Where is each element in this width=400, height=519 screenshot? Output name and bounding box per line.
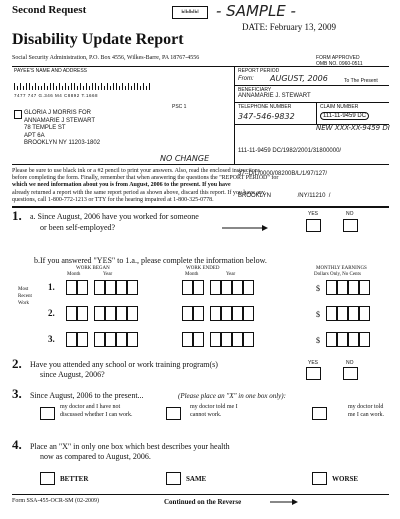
earnings-digit-box[interactable]	[337, 332, 348, 347]
q4-same-checkbox[interactable]	[166, 472, 181, 485]
ended-year-digit-box[interactable]	[232, 306, 243, 321]
q1-yes-label: YES	[308, 211, 319, 217]
dollar-sign: $	[316, 310, 320, 319]
began-year-digit-box[interactable]	[127, 306, 138, 321]
began-year-digit-box[interactable]	[94, 332, 105, 347]
work-row-number: 1.	[48, 282, 55, 292]
ended-month-digit-box[interactable]	[182, 332, 193, 347]
q3-option-1-checkbox[interactable]	[40, 407, 55, 420]
began-year-digit-box[interactable]	[116, 306, 127, 321]
ended-year-digit-box[interactable]	[243, 306, 254, 321]
question-1a-text-cont: or been self-employed?	[40, 223, 116, 232]
continued-reverse: Continued on the Reverse	[164, 498, 242, 506]
q3-option-3-label: my doctor told me I can work.	[348, 404, 384, 418]
began-year-digit-box[interactable]	[116, 280, 127, 295]
began-month-digit-box[interactable]	[66, 332, 77, 347]
earnings-digit-box[interactable]	[348, 280, 359, 295]
ended-year-digit-box[interactable]	[243, 280, 254, 295]
earnings-digit-box[interactable]	[337, 306, 348, 321]
no-change-note: NO CHANGE	[160, 154, 210, 163]
beneficiary-label: BENEFICIARY	[238, 87, 272, 93]
most-recent-work-label: Most Recent Work	[18, 287, 32, 306]
ended-year-digit-box[interactable]	[210, 306, 221, 321]
q2-yes-label: YES	[308, 360, 319, 366]
claim-number-label: CLAIM NUMBER	[320, 104, 359, 110]
ended-month-header: Month	[185, 272, 199, 277]
envelope-window-mark	[14, 110, 22, 119]
earnings-digit-box[interactable]	[359, 306, 370, 321]
ended-month-digit-box[interactable]	[193, 280, 204, 295]
q4-worse-label: WORSE	[332, 475, 359, 483]
earnings-digit-box[interactable]	[326, 332, 337, 347]
instruction-line: before completing the form. Finally, remember that when answering the questions the "REPORT PERIOD" for	[12, 175, 279, 182]
payee-address-line: BROOKLYN NY 11203-1802	[24, 140, 101, 146]
new-claim-number: NEW XXX-XX-9459 DI	[316, 124, 390, 132]
q3-option-2-label: my doctor told me I cannot work.	[190, 404, 238, 418]
ended-year-digit-box[interactable]	[221, 306, 232, 321]
question-2-text: Have you attended any school or work training program(s)	[30, 360, 218, 369]
ended-year-header: Year	[226, 272, 236, 277]
q3-option-1-label: my doctor and I have not discussed whether I can work.	[60, 404, 133, 418]
psc-code: PSC 1	[172, 104, 187, 110]
question-1-number: 1.	[12, 208, 22, 223]
payee-address-line: 78 TEMPLE ST	[24, 125, 66, 131]
ended-year-digit-box[interactable]	[232, 280, 243, 295]
from-value: AUGUST, 2006	[270, 74, 328, 83]
form-date: DATE: February 13, 2009	[242, 22, 336, 32]
claim-code-line: BROOKLYN /NY/11210 /	[238, 193, 331, 199]
ended-year-digit-box[interactable]	[221, 280, 232, 295]
work-row-number: 3.	[48, 334, 55, 344]
began-year-digit-box[interactable]	[127, 280, 138, 295]
second-request-label: Second Request	[12, 4, 87, 16]
began-year-digit-box[interactable]	[105, 332, 116, 347]
began-month-digit-box[interactable]	[66, 306, 77, 321]
arrow-right-icon	[270, 499, 298, 505]
claim-code-line: 111-11-9459 DC/1982/2001/31800000/	[238, 148, 342, 154]
reference-box: ыыыы	[172, 6, 208, 19]
payee-label: PAYEE'S NAME AND ADDRESS	[14, 68, 88, 74]
began-month-digit-box[interactable]	[77, 280, 88, 295]
question-4-number: 4.	[12, 437, 22, 452]
q2-no-checkbox[interactable]	[343, 367, 358, 380]
began-year-digit-box[interactable]	[105, 306, 116, 321]
claim-number-value: 111-11-9459 DC	[320, 112, 369, 120]
began-year-digit-box[interactable]	[116, 332, 127, 347]
earnings-digit-box[interactable]	[326, 280, 337, 295]
began-year-digit-box[interactable]	[105, 280, 116, 295]
ended-month-digit-box[interactable]	[182, 306, 193, 321]
q4-worse-checkbox[interactable]	[312, 472, 327, 485]
ended-month-digit-box[interactable]	[193, 306, 204, 321]
q1-no-label: NO	[346, 211, 354, 217]
instructions	[12, 168, 390, 204]
barcode-numbers: 7477 747 G.346 M4 C8892 T.1668	[14, 93, 98, 98]
question-3-text: Since August, 2006 to the present...	[30, 391, 144, 400]
ended-year-digit-box[interactable]	[243, 332, 254, 347]
postal-barcode	[14, 83, 164, 90]
instruction-line: questions, call 1-800-772-1213 or TTY for the hearing impaired at 1-800-325-0778.	[12, 196, 214, 203]
question-2-number: 2.	[12, 356, 22, 371]
payee-address-line: ANNAMARIE J STEWART	[24, 117, 96, 124]
q1-yes-checkbox[interactable]	[306, 219, 321, 232]
dollars-only-header: Dollars Only, No Cents	[314, 272, 361, 277]
form-id: Form SSA-455-OCR-SM (02-2009)	[12, 498, 100, 504]
began-month-header: Month	[67, 272, 81, 277]
instruction-line: Please be sure to use black ink or a #2 pencil to print your answers. Also, read the enclosed instructions	[12, 168, 261, 174]
agency-address: Social Security Administration, P.O. Box 4556, Wilkes-Barre, PA 18767-4556	[12, 55, 200, 61]
beneficiary-name: ANNAMARIE J. STEWART	[238, 93, 311, 99]
began-year-digit-box[interactable]	[94, 306, 105, 321]
work-ended-header: WORK ENDED	[186, 266, 220, 271]
from-label: From:	[238, 76, 254, 82]
form-title: Disability Update Report	[12, 31, 184, 48]
earnings-digit-box[interactable]	[337, 280, 348, 295]
instruction-line: already returned a report with the same report period as shown above, discard this report. If you have any	[12, 189, 265, 196]
question-1a-text: a. Since August, 2006 have you worked for someone	[30, 212, 199, 221]
dollar-sign: $	[316, 284, 320, 293]
question-2-text-cont: since August, 2006?	[40, 370, 105, 379]
q1-no-checkbox[interactable]	[343, 219, 358, 232]
question-1b-text: b.If you answered "YES" to 1.a., please complete the information below.	[34, 256, 267, 265]
question-3-number: 3.	[12, 386, 22, 401]
telephone-value: 347-546-9832	[238, 112, 295, 121]
work-row-number: 2.	[48, 308, 55, 318]
earnings-digit-box[interactable]	[359, 332, 370, 347]
q4-better-label: BETTER	[60, 475, 89, 483]
earnings-digit-box[interactable]	[348, 332, 359, 347]
instruction-line: which we need information about you is from August, 2006 to the present. If you have	[12, 182, 231, 189]
ended-year-digit-box[interactable]	[210, 280, 221, 295]
began-year-digit-box[interactable]	[127, 332, 138, 347]
report-period-label: REPORT PERIOD	[238, 68, 280, 74]
ended-month-digit-box[interactable]	[182, 280, 193, 295]
ended-year-digit-box[interactable]	[232, 332, 243, 347]
ended-year-digit-box[interactable]	[221, 332, 232, 347]
sample-stamp: - SAMPLE -	[216, 2, 296, 20]
dollar-sign: $	[316, 336, 320, 345]
question-4-text-cont: now as compared to August, 2006.	[40, 452, 151, 461]
began-year-digit-box[interactable]	[94, 280, 105, 295]
earnings-digit-box[interactable]	[348, 306, 359, 321]
question-3-hint: (Please place an "X" in one box only):	[178, 392, 286, 400]
earnings-digit-box[interactable]	[359, 280, 370, 295]
payee-address-line: APT 6A	[24, 132, 45, 139]
q3-option-3-checkbox[interactable]	[312, 407, 327, 420]
monthly-earnings-header: MONTHLY EARNINGS	[316, 266, 367, 271]
claim-code-line: 37--D/L/0000/08200B/L/1/97/127/	[238, 170, 328, 177]
ended-year-digit-box[interactable]	[210, 332, 221, 347]
earnings-digit-box[interactable]	[326, 306, 337, 321]
q4-same-label: SAME	[186, 475, 207, 483]
work-began-header: WORK BEGAN	[76, 266, 110, 271]
omb-number: OMB NO. 0960-0511	[316, 61, 363, 67]
q3-option-2-checkbox[interactable]	[166, 407, 181, 420]
to-present: To The Present	[344, 78, 378, 84]
began-month-digit-box[interactable]	[66, 280, 77, 295]
ended-month-digit-box[interactable]	[193, 332, 204, 347]
telephone-label: TELEPHONE NUMBER	[238, 104, 292, 110]
began-month-digit-box[interactable]	[77, 332, 88, 347]
began-year-header: Year	[103, 272, 113, 277]
q2-yes-checkbox[interactable]	[306, 367, 321, 380]
q4-better-checkbox[interactable]	[40, 472, 55, 485]
payee-address	[24, 110, 100, 148]
q2-no-label: NO	[346, 360, 354, 366]
payee-address-line: GLORIA J MORRIS FOR	[24, 110, 92, 116]
question-4-text: Place an "X" in only one box which best describes your health	[30, 442, 230, 451]
began-month-digit-box[interactable]	[77, 306, 88, 321]
form-approved: FORM APPROVED	[316, 55, 360, 61]
arrow-icon	[222, 225, 268, 231]
